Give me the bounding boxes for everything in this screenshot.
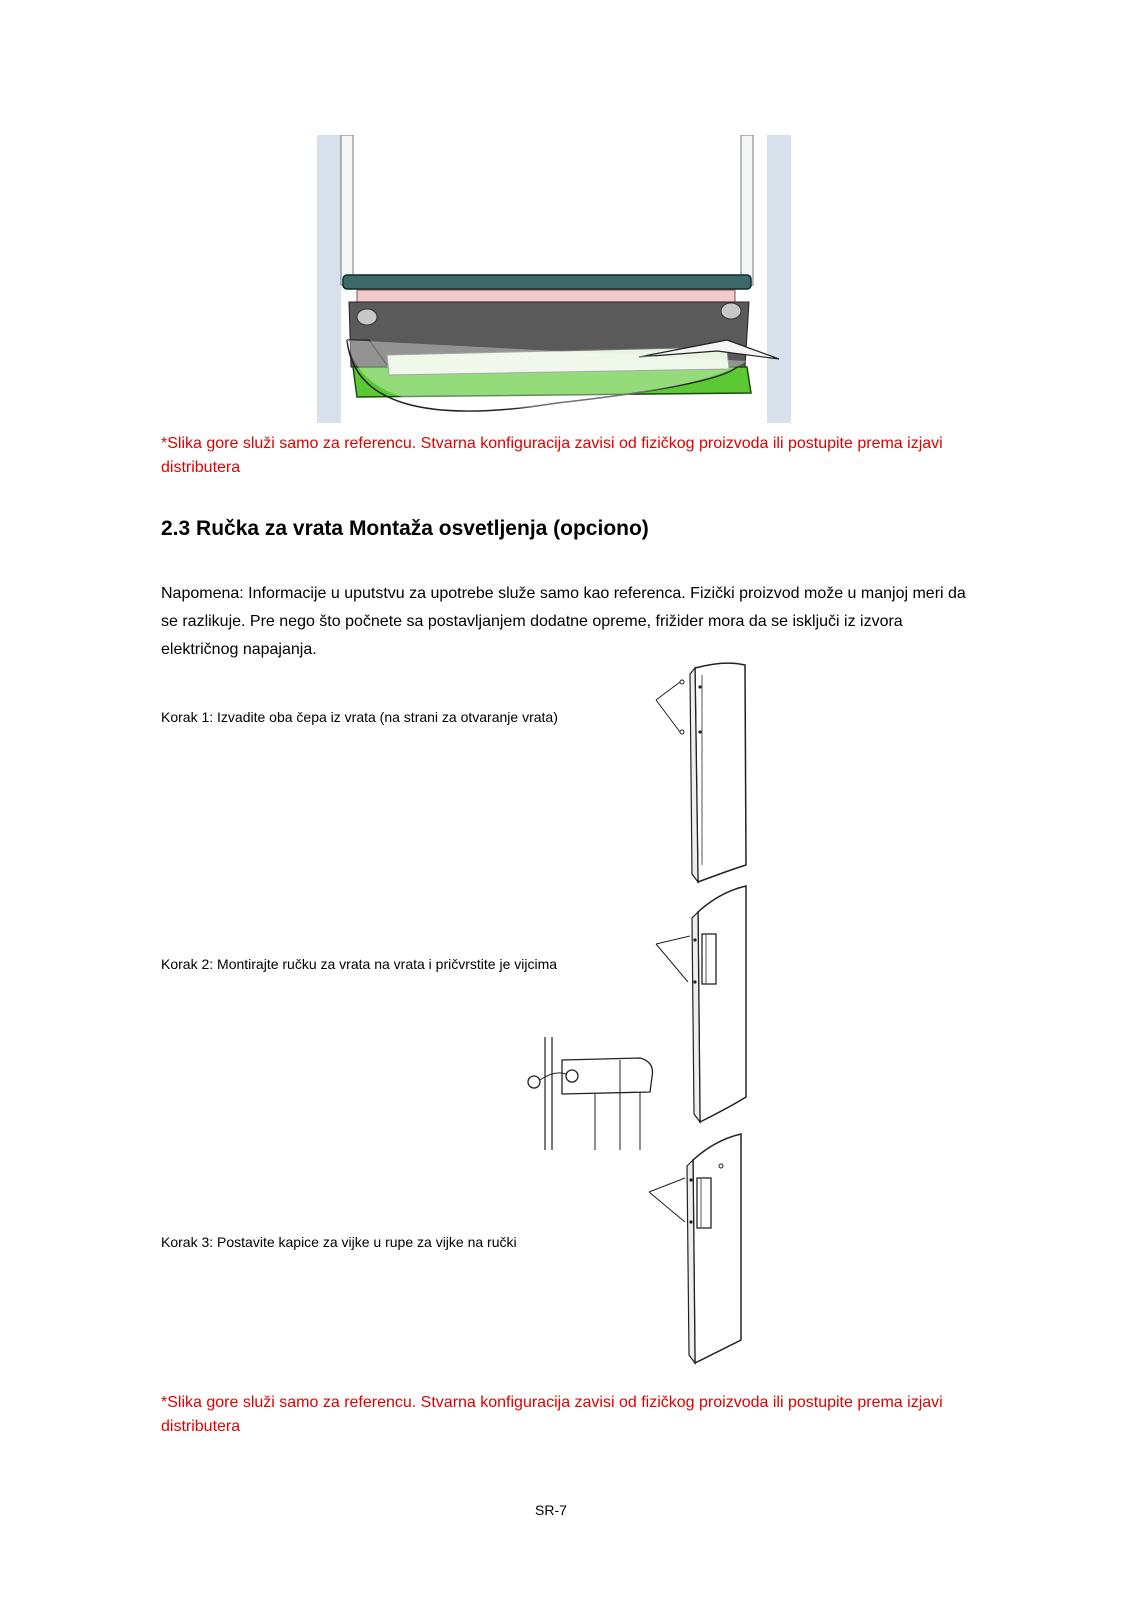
step-2-label: Korak 2: Montirajte ručku za vrata na vrata i pričvrstite je vijcima (161, 956, 558, 972)
handle-detail-figure (520, 1032, 660, 1152)
intro-paragraph: Napomena: Informacije u uputstvu za upotrebe služe samo kao referenca. Fizički proizvod može u manjoj meri da se razlikuje. Pre nego što počnete sa postavljanjem dodatne opreme, frižider mora da se isključi iz izvora električnog napajanja. (161, 585, 966, 658)
section-heading: 2.3 Ručka za vrata Montaža osvetljenja (opciono) (161, 517, 649, 540)
page-number: SR-7 (535, 1502, 567, 1518)
step-1-label: Korak 1: Izvadite oba čepa iz vrata (na strani za otvaranje vrata) (161, 709, 558, 725)
fridge-door-rotation-figure (317, 135, 791, 423)
door-step-3-figure (645, 1130, 765, 1365)
reference-note-bottom: *Slika gore služi samo za referencu. Stvarna konfiguracija zavisi od fizičkog proizvoda ili postupite prema izjavi distributera (161, 1394, 943, 1435)
reference-note-top: *Slika gore služi samo za referencu. Stvarna konfiguracija zavisi od fizičkog proizvoda ili postupite prema izjavi distributera (161, 435, 943, 476)
door-step-1-figure (650, 660, 770, 885)
door-step-2-figure (650, 882, 770, 1127)
step-3-label: Korak 3: Postavite kapice za vijke u rupe za vijke na ručki (161, 1234, 517, 1250)
